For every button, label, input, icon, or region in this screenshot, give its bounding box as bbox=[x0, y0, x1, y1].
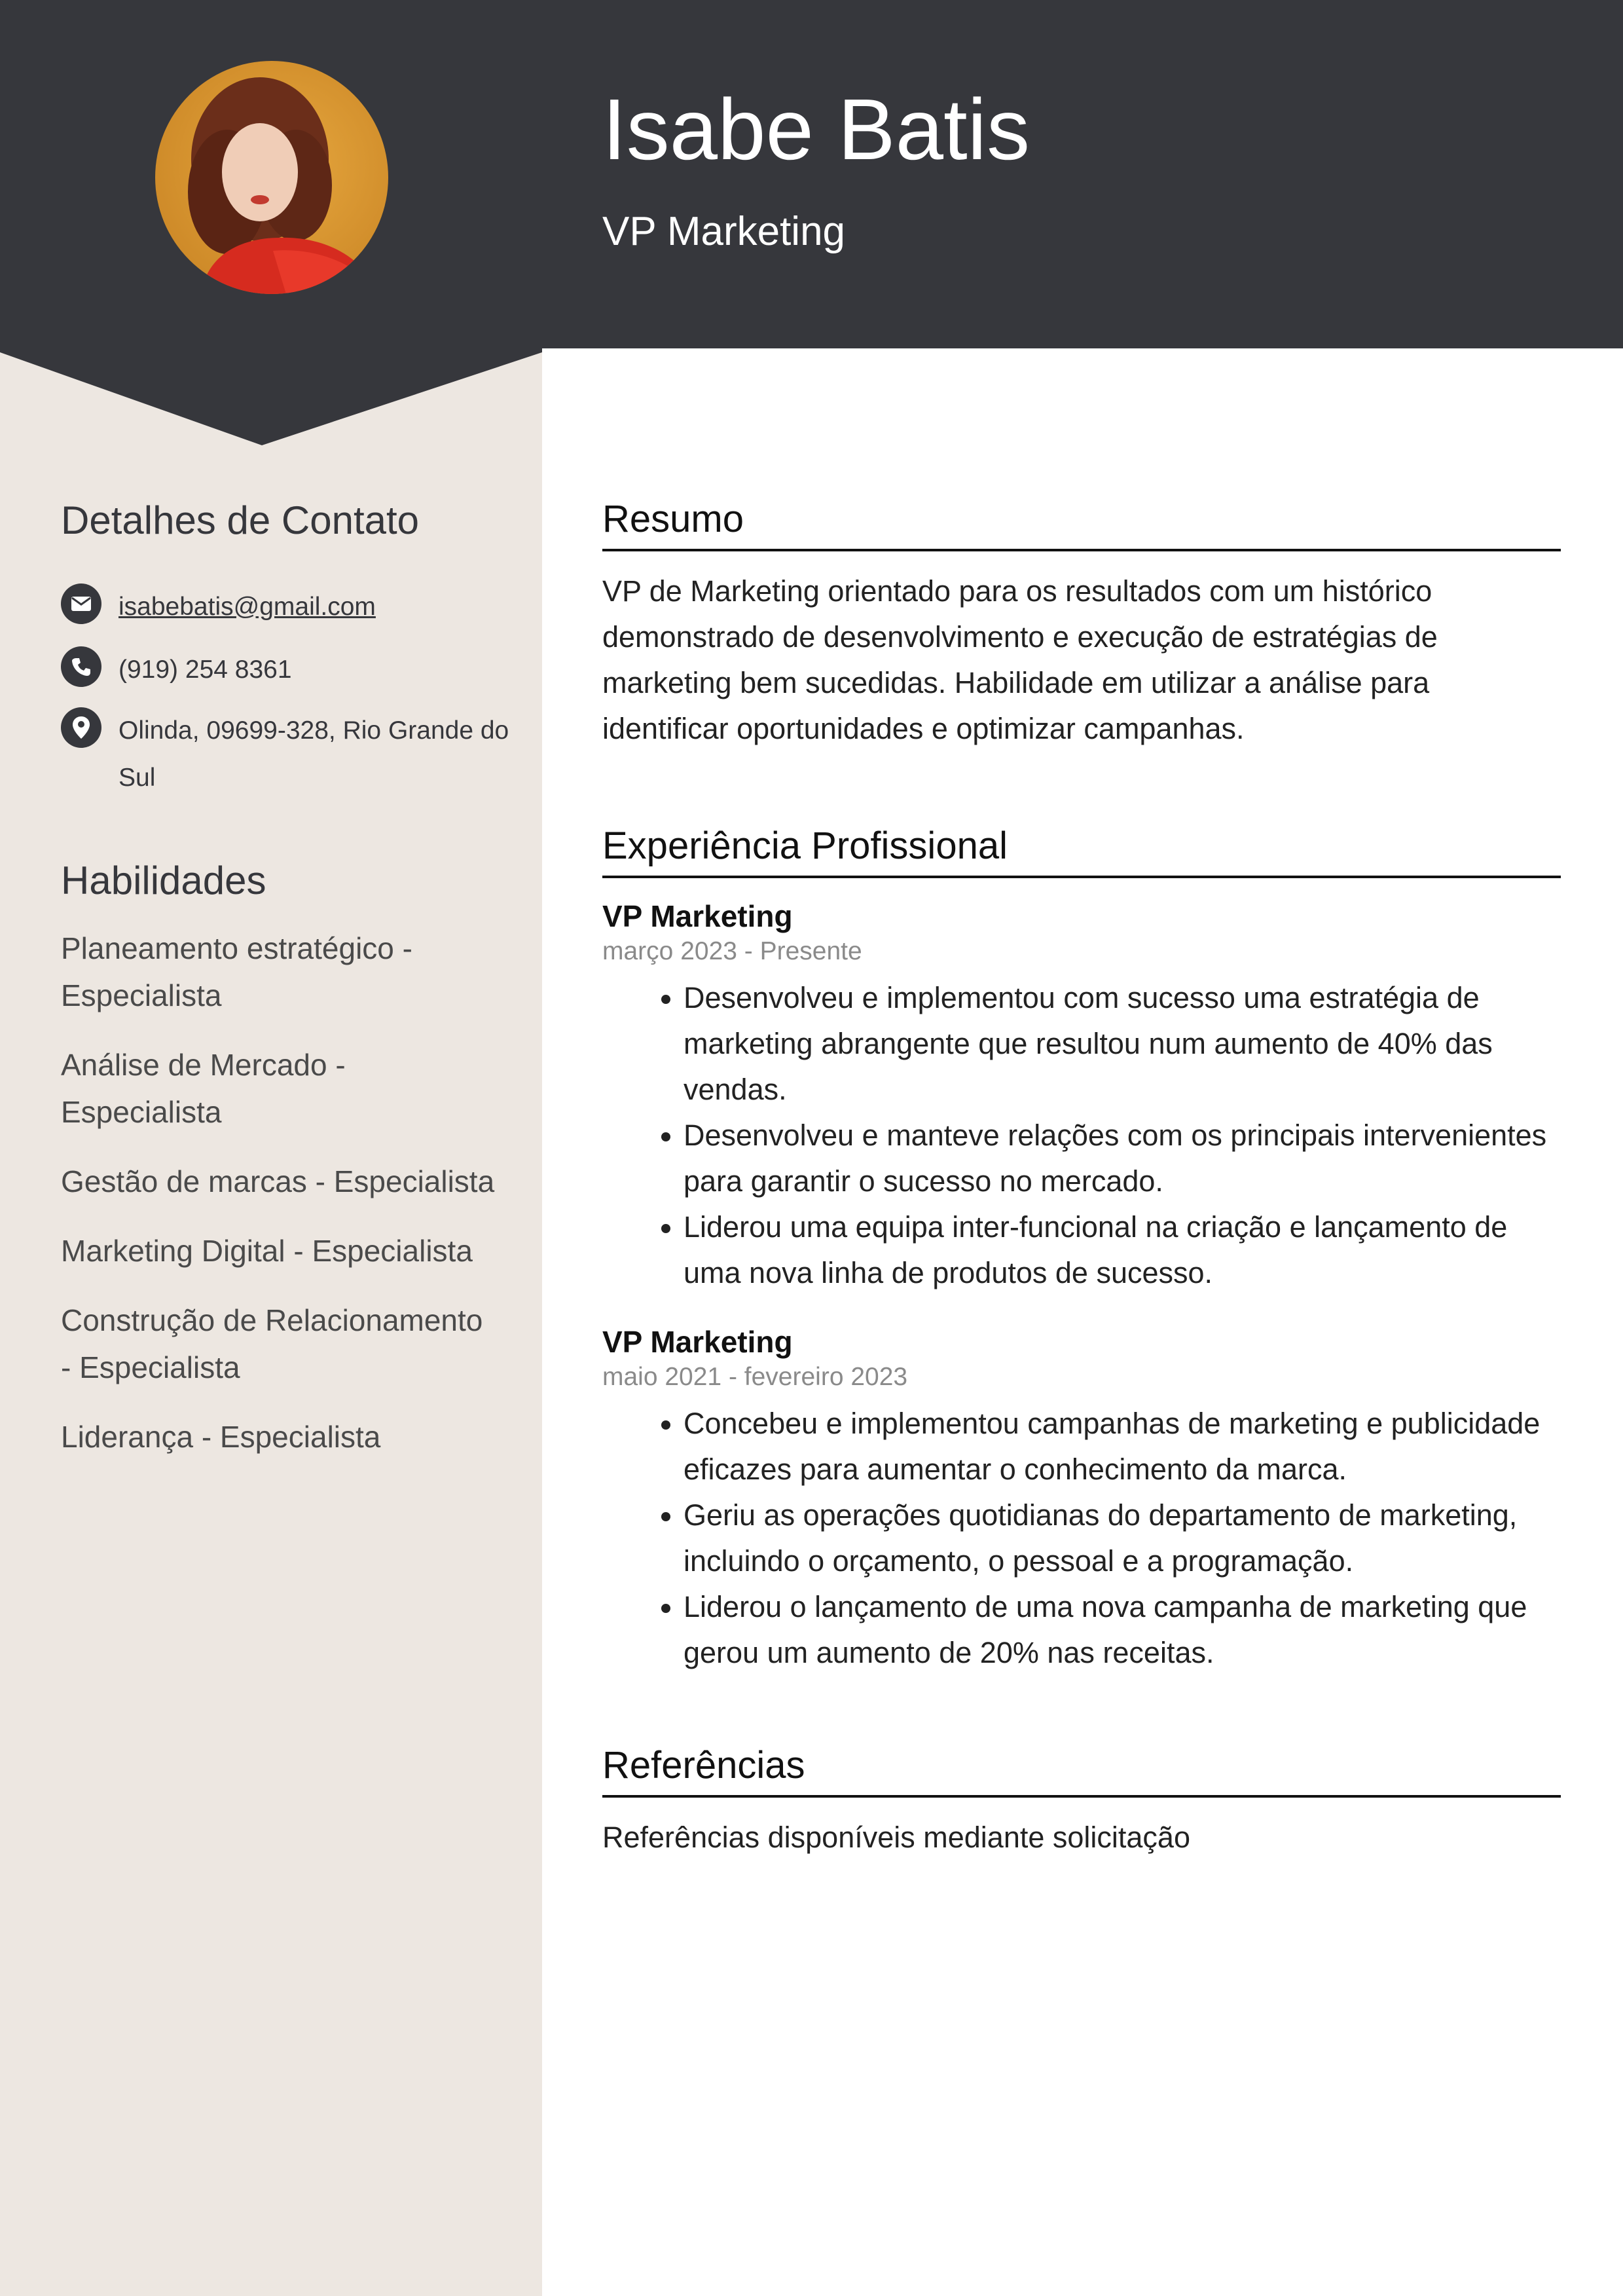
job-bullet: • Concebeu e implementou campanhas de marketing e publicidade eficazes para aumentar o conhecimento da marca. bbox=[684, 1401, 1561, 1492]
skill-item: Gestão de marcas - Especialista bbox=[61, 1164, 495, 1198]
job-date: março 2023 - Presente bbox=[602, 936, 862, 965]
contact-address-row bbox=[61, 707, 524, 802]
skills-heading: Habilidades bbox=[61, 859, 266, 902]
location-pin-icon bbox=[61, 707, 101, 748]
phone-icon bbox=[61, 646, 101, 687]
job-bullets bbox=[602, 975, 1561, 1296]
email-link[interactable]: isabebatis@gmail.com bbox=[119, 593, 376, 621]
contact-heading: Detalhes de Contato bbox=[61, 498, 420, 542]
job-bullet: • Liderou uma equipa inter-funcional na criação e lançamento de uma nova linha de produtos de sucesso. bbox=[684, 1204, 1561, 1296]
candidate-name: Isabe Batis bbox=[602, 81, 1030, 177]
job-entry bbox=[602, 1324, 1561, 1676]
skill-item: Marketing Digital - Especialista bbox=[61, 1234, 473, 1268]
references-section bbox=[602, 1742, 1561, 1861]
header-chevron bbox=[0, 347, 542, 449]
job-date: maio 2021 - fevereiro 2023 bbox=[602, 1362, 908, 1391]
references-text: Referências disponíveis mediante solicitação bbox=[602, 1820, 1190, 1854]
summary-heading: Resumo bbox=[602, 496, 1561, 551]
references-heading: Referências bbox=[602, 1742, 1561, 1798]
envelope-icon bbox=[61, 583, 101, 624]
skill-item: Liderança - Especialista bbox=[61, 1420, 381, 1454]
job-entry bbox=[602, 898, 1561, 1296]
skill-item: Análise de Mercado - Especialista bbox=[61, 1048, 346, 1129]
job-title: VP Marketing bbox=[602, 1324, 793, 1359]
skills-list bbox=[61, 925, 506, 1483]
candidate-title: VP Marketing bbox=[602, 209, 846, 254]
address: Olinda, 09699-328, Rio Grande do Sul bbox=[119, 716, 509, 792]
experience-section bbox=[602, 823, 1561, 1676]
job-bullet: • Geriu as operações quotidianas do departamento de marketing, incluindo o orçamento, o pessoal e a programação. bbox=[684, 1492, 1561, 1584]
skill-item: Planeamento estratégico - Especialista bbox=[61, 931, 412, 1012]
summary-section bbox=[602, 496, 1561, 752]
job-bullet: • Desenvolveu e manteve relações com os principais intervenientes para garantir o sucesso no mercado. bbox=[684, 1113, 1561, 1204]
phone-number: (919) 254 8361 bbox=[119, 656, 292, 684]
job-bullet: • Desenvolveu e implementou com sucesso uma estratégia de marketing abrangente que resultou num aumento de 40% das vendas. bbox=[684, 975, 1561, 1113]
summary-text: VP de Marketing orientado para os resultados com um histórico demonstrado de desenvolvimento e execução de estratégias de marketing bem sucedidas. Habilidade em utilizar a análise para identificar oportunidades e optimizar campanhas. bbox=[602, 574, 1438, 745]
job-bullets bbox=[602, 1401, 1561, 1676]
contact-phone-row bbox=[61, 646, 524, 694]
job-bullet: • Liderou o lançamento de uma nova campanha de marketing que gerou um aumento de 20% nas receitas. bbox=[684, 1584, 1561, 1676]
experience-heading: Experiência Profissional bbox=[602, 823, 1561, 878]
contact-email-row bbox=[61, 583, 524, 631]
skill-item: Construção de Relacionamento - Especialista bbox=[61, 1303, 483, 1384]
job-title: VP Marketing bbox=[602, 898, 793, 933]
profile-photo bbox=[155, 61, 388, 294]
